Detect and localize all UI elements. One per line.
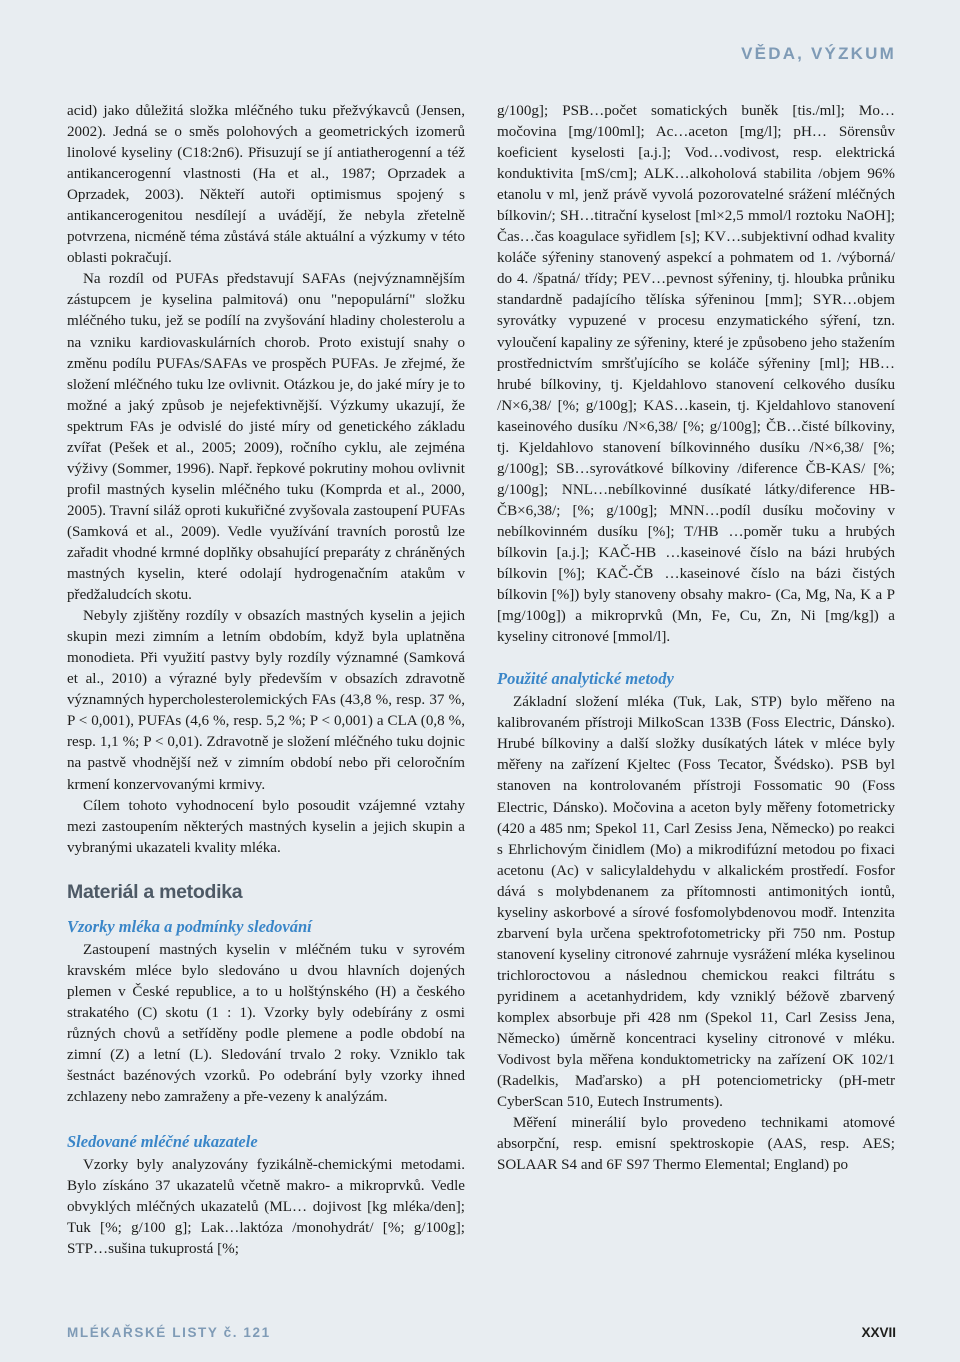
paragraph: Vzorky byly analyzovány fyzikálně-chemickými metodami. Bylo získáno 37 ukazatelů včetně makro- a mikroprvků. Vedle obvyklých mléčných ukazatelů (ML… dojivost [kg mléka/den]; Tuk [%; g/100 g]; Lak…laktóza /monohydrát/ [%; g/100g]; STP…sušina tukuprostá [%; bbox=[67, 1157, 465, 1258]
page-number: XXVII bbox=[861, 1325, 896, 1340]
paragraph: Základní složení mléka (Tuk, Lak, STP) bylo měřeno na kalibrovaném přístroji MilkoScan 133B (Foss Electric, Dánsko). Hrubé bílkoviny a další složky dusíkatých látek v mléce byly měřeny na zařízení Kjeltec (Foss Tecator, Švédsko). PSB byl stanoven na kontrolovaném přístroji Fossomatic 90 (Foss Electric, Dánsko). Močovina a aceton byly měřeny fotometricky (420 a 485 nm; Spekol 11, Carl Zesiss Jena, Německo) po reakci s Ehrlichovým činidlem (Mo) a mikrodifúzní metodou po fixaci acetonu (Ac) v salicylaldehydu v alkalickém prostředí. Fosfor dává s molybdenanem za přítomnosti antimonitých iontů, kyseliny askorbové a sírové fosfomolybdenovou modř. Intenzita zbarvení byla určena spektrofotometricky při 750 nm. Postup stanovení kyseliny citronové zahrnuje vysrážení mléka kyselinou trichloroctovou a následnou chemickou reakci filtrátu s pyridinem a acetanhydridem, kdy vzniklý béžově zbarvený komplex absorbuje při 428 nm (Spekol 11, Carl Zesiss Jena, Německo) úměrně koncentraci kyseliny citronové v mléku. Vodivost byla měřena konduktometricky na zařízení OK 102/1 (Radelkis, Maďarsko) a pH potenciometricky (pH-metr CyberScan 510, Eutech Instruments). bbox=[497, 694, 895, 1111]
paragraph: Cílem tohoto vyhodnocení bylo posoudit vzájemné vztahy mezi zastoupením některých mastných kyselin a jejich skupin a vybranými ukazateli kvality mléka. bbox=[67, 797, 465, 856]
subsection-heading: Vzorky mléka a podmínky sledování bbox=[67, 916, 312, 936]
paragraph: Na rozdíl od PUFAs představují SAFAs (nejvýznamnějším zástupcem je kyselina palmitová) onu "nepopulární" složku mléčného tuku, jež se podílí na zvyšování hladiny cholesterolu a na vzniku kardiovaskulárních chorob. Proto existují snahy o změnu podílu PUFAs/SAFAs ve prospěch PUFAs. Je zřejmé, že složení mléčného tuku lze ovlivnit. Otázkou je, do jaké míry je to možné a jaký způsob je nejefektivnější. Výzkumy ukazují, že spektrum FAs je odvislé do jisté míry od genetického základu zvířat (Pešek et al., 2005; 2009), ročního cyklu, ale zejména výživy (Sommer, 1996). Např. řepkové pokrutiny mohou ovlivnit profil mastných kyselin mléčného tuku (Komprda et al., 2000, 2005). Travní siláž oproti kukuřičné zvyšovala zastoupení PUFAs (Samková et al., 2009). Vedle využívání travních porostů lze zařadit vhodné krmné doplňky obsahující preparáty z chráněných mastných kyselin, které odolají hydrogenačním atakům v předžaludcích skotu. bbox=[67, 271, 465, 604]
subsection-heading: Použité analytické metody bbox=[497, 669, 674, 689]
paragraph: g/100g]; PSB…počet somatických buněk [tis./ml]; Mo…močovina [mg/100ml]; Ac…aceton [mg/l]; pH… Sörensův koeficient kyselosti [a.j.]; Vod…vodivost, resp. elektrická konduktivita [mS/cm]; ALK…alkoholová stabilita /objem 96% etanolu v ml, jenž právě vyvolá pozorovatelné srážení mléčných bílkovin/; SH…titrační kyselost [ml×2,5 mmol/l roztoku NaOH]; Čas…čas koagulace syřidlem [s]; KV…subjektivní odhad kvality koláče sýřeniny stanovený aspekcí a pohmatem od 1. /výborná/ do 4. /špatná/ třídy; PEV…pevnost sýřeniny, tj. hloubka průniku standardně padajícího tělíska sýřeninou [mm]; SYR…objem syrovátky vypuzené v procesu enzymatického sýření, tzn. vyloučení kapaliny ze sýřeniny, které je způsobeno jeho stažením prostřednictvím smršťujícího se koláče sýřeniny [ml]; HB…hrubé bílkoviny, tj. Kjeldahlovo stanovení celkového dusíku /N×6,38/ [%; g/100g]; KAS…kasein, tj. Kjeldahlovo stanovení kaseinového dusíku /N×6,38/ [%; g/100g]; ČB…čisté bílkoviny, tj. Kjeldahlovo stanovení bílkovinného dusíku /N×6,38/ [%; g/100g]; SB…syrovátkové bílkoviny /diference ČB-KAS/ [%; g/100g]; NNL…nebílkovinné dusíkaté látky/diference HB-ČB×6,38/; [%; g/100g]; MNN…podíl dusíku močoviny v nebílkovinném dusíku [%]; T/HB …poměr tuku a hrubých bílkovin [a.j.]; KAČ-HB …kaseinové číslo na bázi hrubých bílkovin [%]; KAČ-ČB …kaseinové číslo na bázi čistých bílkovin [%]) byly stanoveny obsahy makro- (Ca, Mg, Na, K a P [mg/100g]) a mikroprvků (Mn, Fe, Cu, Zn, Ni [mg/kg]) a kyseliny citronové [mmol/l]. bbox=[497, 103, 895, 646]
section-header: VĚDA, VÝZKUM bbox=[741, 44, 896, 63]
paragraph: Měření minerálií bylo provedeno technikami atomové absorpční, resp. emisní spektroskopie (AAS, resp. AES; SOLAAR S4 and 6F S97 Thermo Elemental; England) po bbox=[497, 1115, 895, 1174]
paragraph: Zastoupení mastných kyselin v mléčném tuku v syrovém kravském mléce bylo sledováno u dvou hlavních dojených plemen v České republice, a to u holštýnského (H) a českého strakatého (C) skotu (1 : 1). Vzorky byly odebírány z osmi různých chovů a setříděny podle plemene a podle období na zimní (Z) a letní (L). Sledování trvalo 2 roky. Vzniklo tak šestnáct bazénových vzorků. Po odebrání byly vzorky ihned zchlazeny nebo zamraženy a pře-vezeny k analýzám. bbox=[67, 941, 465, 1106]
section-heading: Materiál a metodika bbox=[67, 880, 243, 903]
paragraph: acid) jako důležitá složka mléčného tuku přežvýkavců (Jensen, 2002). Jedná se o směs polohových a geometrických izomerů linolové kyseliny (C18:2n6). Přisuzují se jí antiatherogenní a též antikancerogenní vlastnosti (Ha et al., 1987; Oprzadek a Oprzadek, 2003). Někteří autoři optimismus spojený s antikancerogenitou nesdílejí a uvádějí, že nebyla zřetelně potvrzena, nicméně téma zůstává stále aktuální a výzkumy v této oblasti pokračují. bbox=[67, 103, 465, 267]
subsection-heading: Sledované mléčné ukazatele bbox=[67, 1132, 258, 1152]
right-column bbox=[497, 101, 895, 1176]
left-column bbox=[67, 101, 465, 1260]
journal-footer: MLÉKAŘSKÉ LISTY č. 121 bbox=[67, 1325, 271, 1340]
paragraph: Nebyly zjištěny rozdíly v obsazích mastných kyselin a jejich skupin mezi zimním a letním obdobím, když byla uplatněna monodieta. Při využití pastvy byly rozdíly významné (Samková et al., 2010) a výrazné byly především v obsazích zdravotně významných hypercholesterolemických FAs (43,8 %, resp. 37 %, P < 0,001), PUFAs (4,6 %, resp. 5,2 %; P < 0,001) a CLA (0,8 %, resp. 1,1 %; P < 0,01). Zdravotně je složení mléčného tuku dojnic na pastvě vhodnější než v zimním období nebo při celoročním krmení konzervovanými krmivy. bbox=[67, 608, 465, 793]
